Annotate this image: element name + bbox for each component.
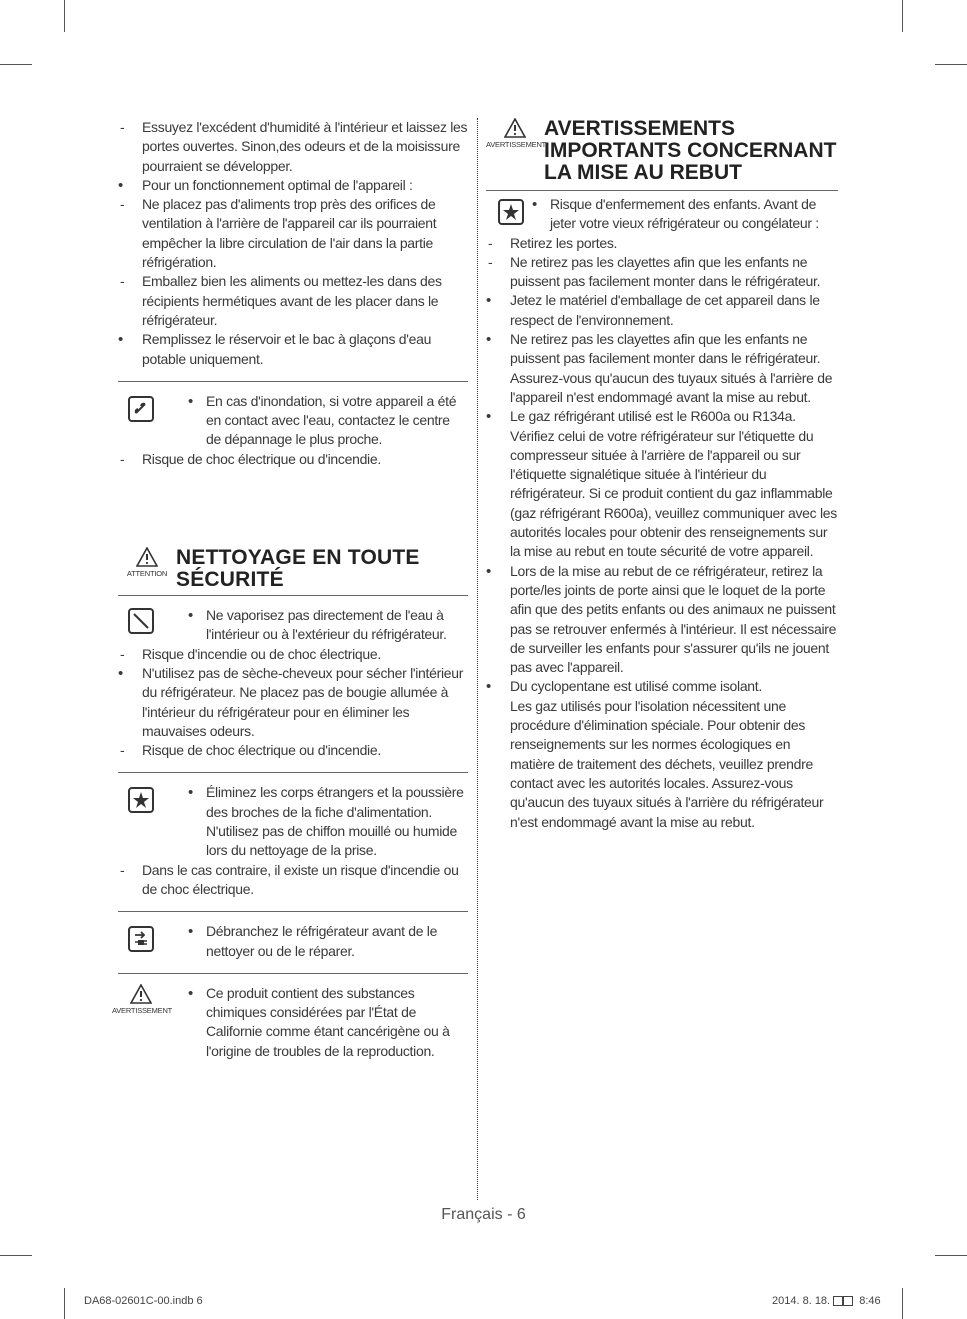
unplug-icon (128, 926, 154, 952)
left-column (112, 118, 468, 1061)
crop-mark (902, 1288, 903, 1319)
note-text: • Éliminez les corps étrangers et la poussière des broches de la fiche d'alimentation. N'utilisez pas de chiffon mouillé ou humide lors du nettoyage de la prise. (188, 783, 468, 860)
list-item: - Retirez les portes. (486, 234, 838, 253)
divider (118, 772, 468, 773)
list-item: - Ne placez pas d'aliments trop près des orifices de ventilation à l'arrière de l'appareil car ils pourraient empêcher la libre circulation de l'air dans la partie réfrigération. (118, 195, 468, 272)
note-text: • Ne vaporisez pas directement de l'eau à l'intérieur ou à l'extérieur du réfrigérateur. (188, 606, 468, 645)
list-item: - Risque de choc électrique ou d'incendie. (118, 450, 468, 469)
list-item: Les gaz utilisés pour l'isolation nécessitent une procédure d'élimination spéciale. Pour obtenir des renseignements sur les normes écologiques en matière de traitement des déchets, veuillez prendre contact avec les autorités locales. Assurez-vous qu'aucun des tuyaux situés à l'arrière du réfrigérateur n'est endommagé avant la mise au rebut. (510, 697, 824, 830)
date-slug (772, 1295, 881, 1307)
crop-mark (902, 0, 903, 32)
list-item: Vérifiez celui de votre réfrigérateur sur l'étiquette du compresseur située à l'arrière de l'appareil ou sur l'étiquette signalétique située à l'intérieur du réfrigérateur. Si ce produit contient du gaz inflammable (gaz réfrigérant R600a), veuillez communiquer avec les autorités locales pour obtenir des renseignements sur la mise au rebut en toute sécurité de votre appareil. (510, 427, 837, 560)
note-text: • Ce produit contient des substances chimiques considérées par l'État de Californie comme étant cancérigène ou à l'origine de troubles de la reproduction. (188, 984, 468, 1061)
list-item: • Remplissez le réservoir et le bac à glaçons d'eau potable uniquement. (118, 330, 468, 369)
list-item: - Essuyez l'excédent d'humidité à l'intérieur et laissez les portes ouvertes. Sinon,des odeurs et de la moisissure pourraient se développer. (118, 118, 468, 176)
dust-note (118, 783, 468, 860)
icon-label: AVERTISSEMENT (486, 140, 547, 149)
crop-mark (0, 64, 32, 65)
right-column (486, 118, 838, 832)
california-note (112, 984, 468, 1061)
list-item: Assurez-vous qu'aucun des tuyaux situés à l'arrière de l'appareil n'est endommagé avant la mise au rebut. (510, 369, 833, 405)
section-title: AVERTISSEMENTS (544, 117, 735, 140)
box-glyph (843, 1296, 853, 1306)
box-glyph (833, 1296, 843, 1306)
list-item: • Du cyclopentane est utilisé comme isolant. (486, 677, 838, 696)
divider (118, 973, 468, 974)
icon-label: AVERTISSEMENT (112, 1005, 173, 1015)
icon-label: ATTENTION (126, 569, 168, 579)
file-slug: DA68-02601C-00.indb 6 (84, 1295, 203, 1307)
spray-note (118, 606, 468, 645)
divider (118, 381, 468, 382)
divider (118, 911, 468, 912)
section-heading (486, 118, 838, 184)
section-title: LA MISE AU REBUT (544, 161, 742, 184)
crop-mark (935, 64, 967, 65)
note-text: • En cas d'inondation, si votre appareil a été en contact avec l'eau, contactez le centre de dépannage le plus proche. (188, 392, 468, 450)
note-text: • Débranchez le réfrigérateur avant de le nettoyer ou de le réparer. (188, 922, 468, 961)
list-item: • Lors de la mise au rebut de ce réfrigérateur, retirez la porte/les joints de porte ainsi que le loquet de la porte afin que des petits enfants ou des animaux ne puissent pas se retrouver enfermés à l'intérieur. Il est nécessaire de surveiller les enfants pour s'assurer qu'ils ne jouent pas avec l'appareil. (486, 562, 838, 678)
star-important-icon (498, 199, 524, 225)
warning-triangle-icon (118, 547, 176, 578)
date-text: 2014. 8. 18. (772, 1295, 834, 1307)
crop-mark (64, 0, 65, 32)
phone-icon (128, 396, 154, 422)
list-item: - Risque de choc électrique ou d'incendie. (118, 741, 468, 760)
unplug-note (118, 922, 468, 961)
column-divider (477, 118, 478, 1200)
list-item: • N'utilisez pas de sèche-cheveux pour sécher l'intérieur du réfrigérateur. Ne placez pas de bougie allumée à l'intérieur du réfrigérateur pour en éliminer les mauvaises odeurs. (118, 664, 468, 741)
crop-mark (935, 1255, 967, 1256)
star-important-icon (128, 787, 154, 813)
children-note (486, 195, 838, 234)
flood-note (118, 392, 468, 450)
section-title: SÉCURITÉ (176, 568, 284, 592)
note-text: • Risque d'enfermement des enfants. Avant de jeter votre vieux réfrigérateur ou congélateur : (532, 195, 838, 234)
divider (486, 190, 838, 191)
section-heading (118, 547, 468, 591)
page-number: Français - 6 (441, 1206, 526, 1223)
list-item: - Dans le cas contraire, il existe un risque d'incendie ou de choc électrique. (118, 861, 468, 900)
list-item: • Ne retirez pas les clayettes afin que les enfants ne puissent pas facilement monter dans le réfrigérateur. (486, 330, 838, 369)
list-item: • Pour un fonctionnement optimal de l'appareil : (118, 176, 468, 195)
no-spray-icon (128, 608, 154, 634)
crop-mark (0, 1255, 32, 1256)
time-text: 8:46 (859, 1295, 881, 1307)
warning-triangle-icon (486, 118, 547, 149)
crop-mark (64, 1288, 65, 1319)
list-item: • Le gaz réfrigérant utilisé est le R600a ou R134a. (486, 407, 838, 426)
list-item: - Ne retirez pas les clayettes afin que les enfants ne puissent pas facilement monter dans le réfrigérateur. (486, 253, 838, 292)
list-item: - Emballez bien les aliments ou mettez-les dans des récipients hermétiques avant de les placer dans le réfrigérateur. (118, 272, 468, 330)
section-title: NETTOYAGE EN TOUTE (176, 546, 420, 570)
section-title: IMPORTANTS CONCERNANT (544, 139, 837, 162)
list-item: • Jetez le matériel d'emballage de cet appareil dans le respect de l'environnement. (486, 291, 838, 330)
list-item: - Risque d'incendie ou de choc électrique. (118, 645, 468, 664)
warning-triangle-icon (112, 984, 173, 1015)
divider (118, 595, 468, 596)
